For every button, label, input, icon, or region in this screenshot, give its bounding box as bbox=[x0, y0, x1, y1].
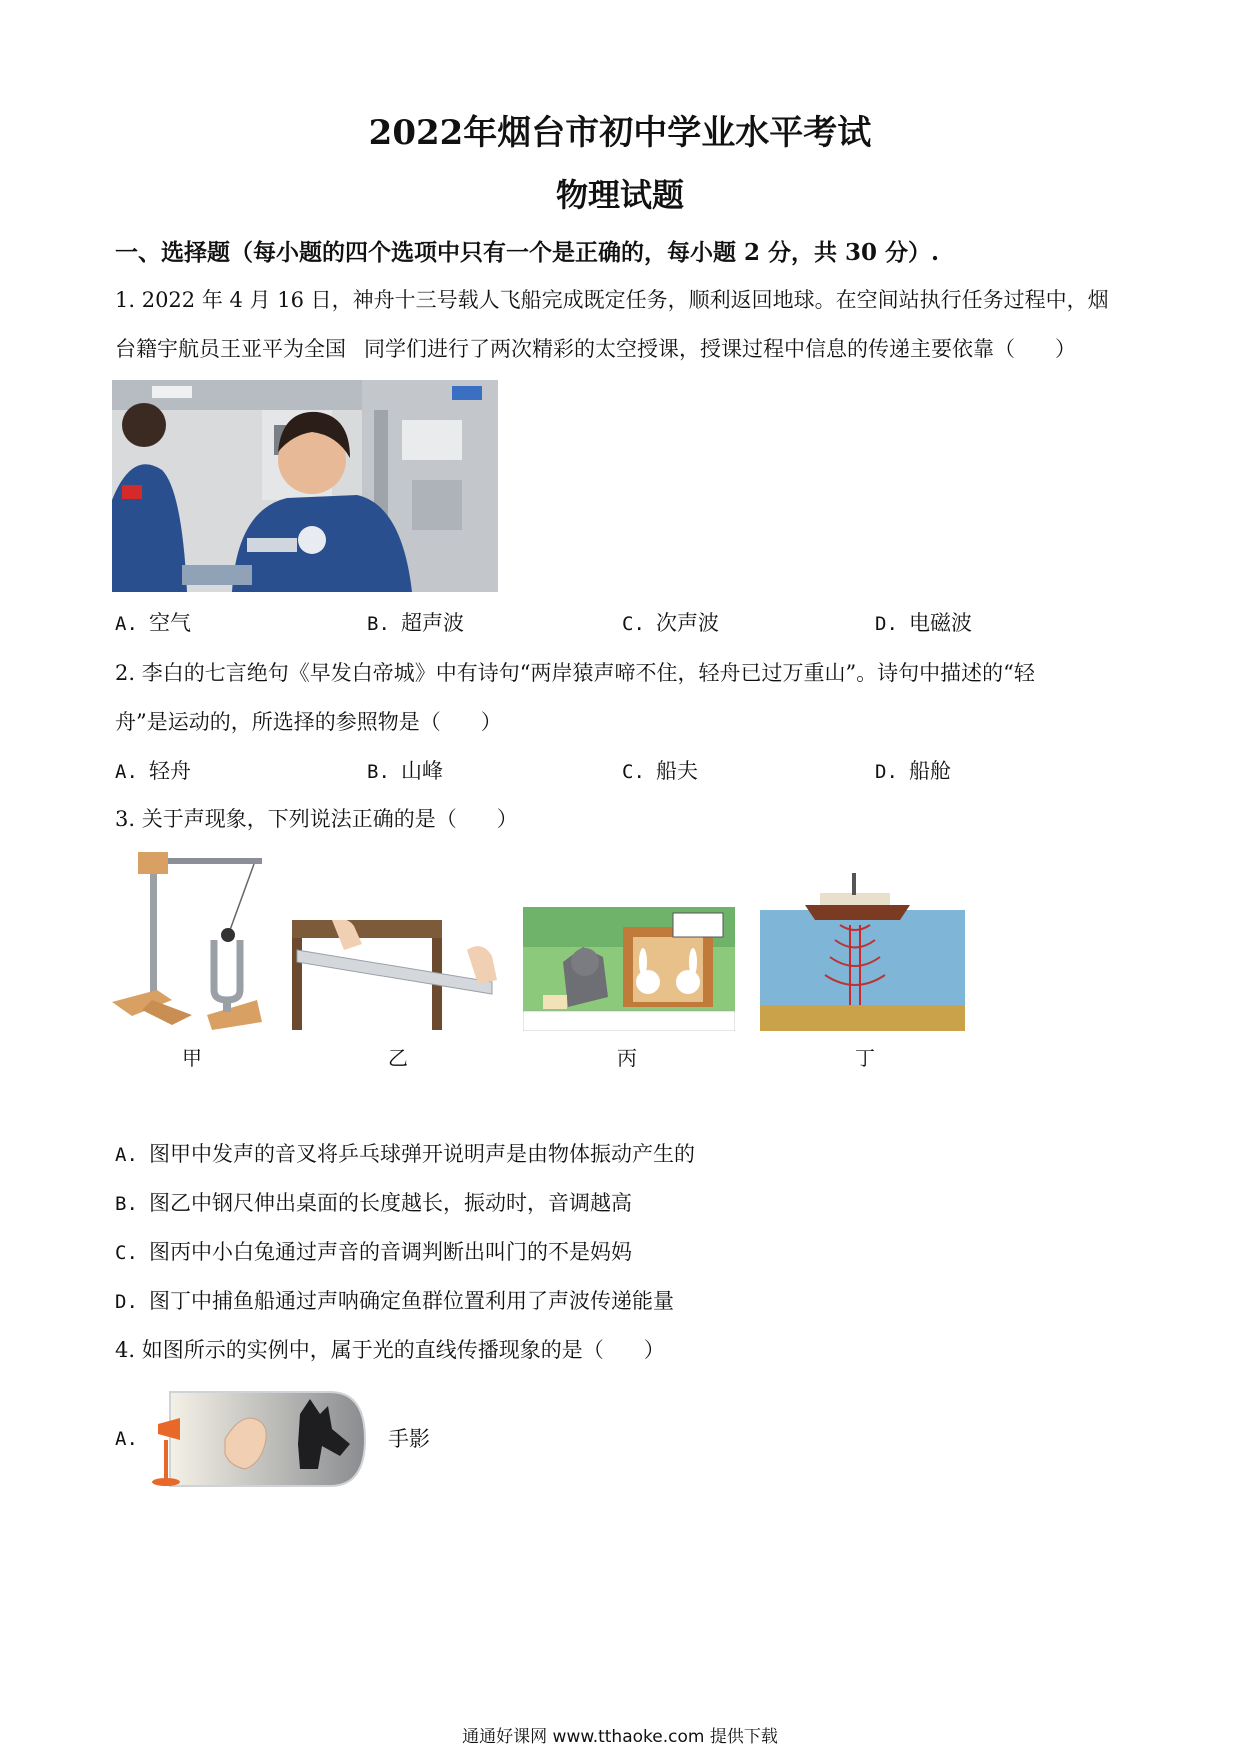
q3-paren-close: ） bbox=[496, 807, 518, 831]
q3-option-c[interactable]: C. 图丙中小白兔通过声音的音调判断出叫门的不是妈妈 bbox=[115, 1240, 632, 1264]
q3-option-a[interactable]: A. 图甲中发声的音叉将乒乓球弹开说明声是由物体振动产生的 bbox=[115, 1142, 695, 1166]
q2-paren-close: ） bbox=[480, 710, 502, 734]
figure-label-bing: 丙 bbox=[617, 1046, 637, 1070]
q1-option-b[interactable]: B. 超声波 bbox=[367, 611, 464, 635]
exam-title: 2022年烟台市初中学业水平考试 bbox=[368, 113, 872, 153]
q1-options bbox=[115, 607, 1115, 637]
q4-text: 4. 如图所示的实例中，属于光的直线传播现象的是（ bbox=[115, 1338, 604, 1362]
figure-label-jia: 甲 bbox=[182, 1046, 202, 1070]
q1-line2 bbox=[115, 335, 1076, 363]
q3-line1 bbox=[115, 805, 518, 833]
q1-option-a[interactable]: A. 空气 bbox=[115, 611, 191, 635]
figure-ding-sonar-boat bbox=[760, 865, 965, 1031]
q1-option-c[interactable]: C. 次声波 bbox=[622, 611, 719, 635]
section-heading: 一、选择题（每小题的四个选项中只有一个是正确的，每小题 2 分，共 30 分）. bbox=[115, 239, 940, 266]
q2-option-c[interactable]: C. 船夫 bbox=[622, 759, 698, 783]
hand-shadow-figure bbox=[150, 1384, 370, 1494]
q4-option-a-letter[interactable]: A. bbox=[115, 1428, 138, 1450]
q4-line1 bbox=[115, 1336, 665, 1364]
q2-line1: 2. 李白的七言绝句《早发白帝城》中有诗句“两岸猿声啼不住，轻舟已过万重山”。诗句中描述的“轻 bbox=[115, 661, 1035, 685]
figure-label-ding: 丁 bbox=[855, 1046, 875, 1070]
q4-option-a-text[interactable]: 手影 bbox=[388, 1427, 430, 1451]
q3-option-d[interactable]: D. 图丁中捕鱼船通过声呐确定鱼群位置利用了声波传递能量 bbox=[115, 1289, 674, 1313]
q2-line2-text: 舟”是运动的，所选择的参照物是（ bbox=[115, 710, 441, 734]
q2-line2 bbox=[115, 708, 502, 736]
space-class-photo bbox=[112, 380, 498, 592]
q2-option-a[interactable]: A. 轻舟 bbox=[115, 759, 191, 783]
q1-line2-part1: 台籍宇航员王亚平为全国 bbox=[115, 337, 346, 361]
q4-paren-close: ） bbox=[643, 1338, 665, 1362]
q1-line2-part2: 同学们进行了两次精彩的太空授课，授课过程中信息的传递主要依靠（ bbox=[364, 337, 1015, 361]
figure-jia-tuning-fork bbox=[112, 850, 262, 1030]
q2-option-b[interactable]: B. 山峰 bbox=[367, 759, 443, 783]
q1-line1: 1. 2022 年 4 月 16 日，神舟十三号载人飞船完成既定任务，顺利返回地球。在空间站执行任务过程中，烟 bbox=[115, 288, 1109, 312]
q1-paren-close: ） bbox=[1055, 337, 1076, 361]
figure-label-yi: 乙 bbox=[388, 1046, 408, 1070]
figure-bing-rabbit-cartoon bbox=[523, 907, 735, 1031]
q1-option-d[interactable]: D. 电磁波 bbox=[875, 611, 972, 635]
figure-yi-steel-ruler bbox=[292, 920, 504, 1030]
q3-text: 3. 关于声现象，下列说法正确的是（ bbox=[115, 807, 457, 831]
page-footer: 通通好课网 www.tthaoke.com 提供下载 bbox=[462, 1727, 778, 1747]
exam-subtitle: 物理试题 bbox=[555, 176, 684, 214]
q3-option-b[interactable]: B. 图乙中钢尺伸出桌面的长度越长，振动时，音调越高 bbox=[115, 1191, 632, 1215]
q2-options bbox=[115, 755, 1115, 785]
q2-option-d[interactable]: D. 船舱 bbox=[875, 759, 951, 783]
